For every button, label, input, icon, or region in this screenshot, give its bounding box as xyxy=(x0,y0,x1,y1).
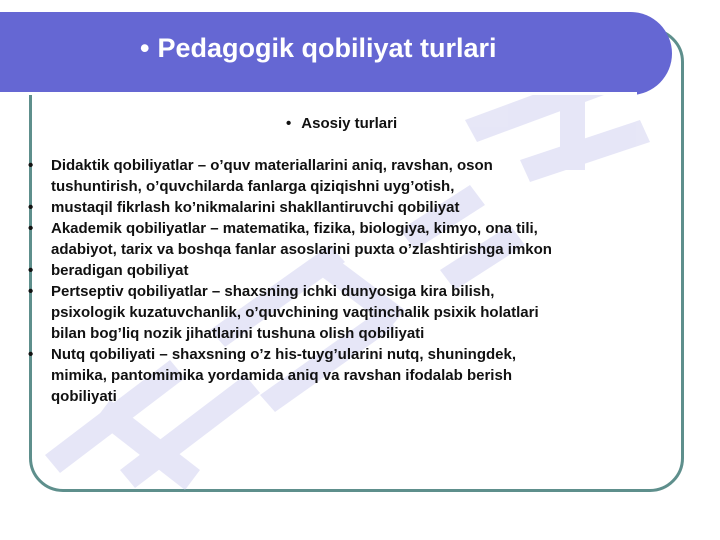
list-item-text: mimika, pantomimika yordamida aniq va ravshan ifodalab berish xyxy=(51,367,512,384)
title-bullet: • xyxy=(140,33,150,63)
list-item xyxy=(28,281,668,344)
list-bullet: • xyxy=(28,220,34,237)
subtitle-bullet: • xyxy=(286,115,292,132)
list-item-text: Pertseptiv qobiliyatlar – shaxsning ichki dunyosiga kira bilish, xyxy=(51,283,495,300)
bullet-list xyxy=(28,155,668,407)
list-item-text: Nutq qobiliyati – shaxsning o’z his-tuyg’ularini nutq, shuningdek, xyxy=(51,346,517,363)
list-item-text: adabiyot, tarix va boshqa fanlar asoslarini puxta o’zlashtirishga imkon xyxy=(51,241,552,258)
list-item xyxy=(28,260,668,281)
list-item xyxy=(28,155,668,197)
list-bullet: • xyxy=(28,199,34,216)
list-item-text: qobiliyati xyxy=(51,388,117,405)
list-bullet: • xyxy=(28,157,34,174)
list-item-text: bilan bog’liq nozik jihatlarini tushuna olish qobiliyati xyxy=(51,325,425,342)
list-item-text: Didaktik qobiliyatlar – o’quv materiallarini aniq, ravshan, oson xyxy=(51,157,493,174)
slide-title xyxy=(140,33,497,64)
list-bullet: • xyxy=(28,346,34,363)
title-divider xyxy=(0,92,637,95)
slide-title-text: Pedagogik qobiliyat turlari xyxy=(157,33,497,63)
list-item-text: tushuntirish, o’quvchilarda fanlarga qiziqishni uyg’otish, xyxy=(51,178,455,195)
list-item-text: mustaqil fikrlash ko’nikmalarini shakllantiruvchi qobiliyat xyxy=(51,199,460,216)
list-item xyxy=(28,344,668,407)
slide-subtitle xyxy=(286,115,397,132)
list-bullet: • xyxy=(28,283,34,300)
list-item xyxy=(28,218,668,260)
list-item-text: psixologik kuzatuvchanlik, o’quvchining vaqtinchalik psixik holatlari xyxy=(51,304,539,321)
list-item-text: Akademik qobiliyatlar – matematika, fizika, biologiya, kimyo, ona tili, xyxy=(51,220,538,237)
slide-subtitle-text: Asosiy turlari xyxy=(301,115,398,132)
list-item xyxy=(28,197,668,218)
list-bullet: • xyxy=(28,262,34,279)
list-item-text: beradigan qobiliyat xyxy=(51,262,189,279)
